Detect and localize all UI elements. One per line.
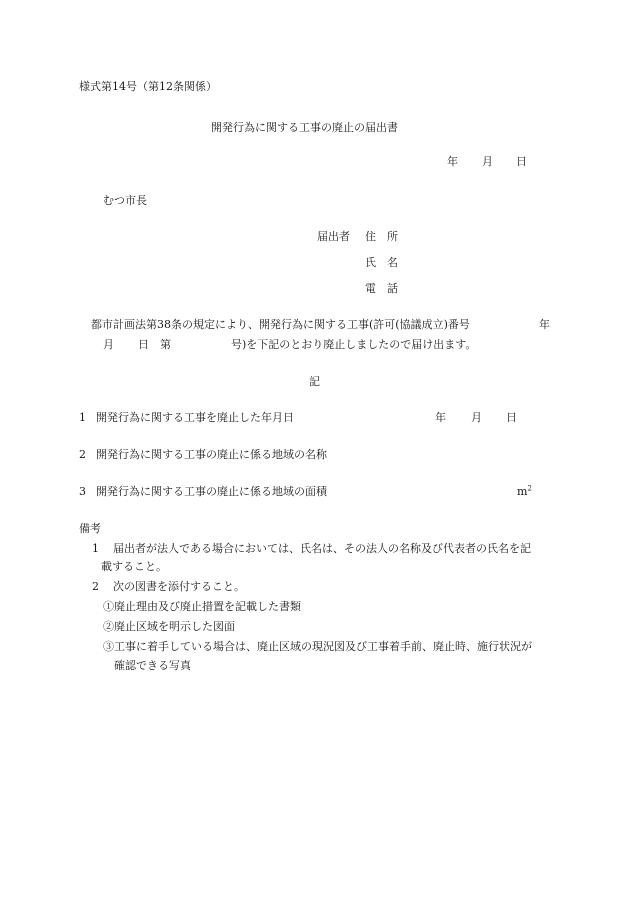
area-unit-label: $m^2$ [517, 484, 532, 498]
item-day-label: 日 [506, 411, 517, 424]
body-line2-rest: 号)を下記のとおり廃止しましたので届け出ます。 [231, 338, 477, 351]
item-number: 1 [79, 411, 86, 424]
item-text: 開発行為に関する工事を廃止した年月日 [96, 411, 294, 424]
addressee: むつ市長 [103, 194, 147, 207]
form-number: 様式第14号（第12条関係） [79, 80, 217, 93]
note-1-line1: 届出者が法人である場合においては、氏名は、その法人の名称及び代表者の氏名を記 [113, 542, 531, 555]
note-1-line2: 載すること。 [101, 560, 167, 573]
body-line2-day: 日 [138, 338, 149, 351]
date-month-label: 月 [482, 155, 493, 168]
note-1-number: 1 [92, 542, 99, 555]
item-month-label: 月 [471, 411, 482, 424]
form-title: 開発行為に関する工事の廃止の届出書 [211, 121, 398, 134]
body-line1-year: 年 [539, 318, 550, 331]
ki-heading: 記 [309, 375, 320, 388]
note-2-text: 次の図書を添付すること。 [113, 580, 245, 593]
item-number: 3 [79, 485, 86, 498]
attachment-3-line1: ③工事に着手している場合は、廃止区域の現況図及び工事着手前、廃止時、施行状況が [103, 640, 532, 653]
phone-label: 電 話 [365, 282, 398, 295]
item-text: 開発行為に関する工事の廃止に係る地域の名称 [96, 448, 327, 461]
date-day-label: 日 [516, 155, 527, 168]
date-year-label: 年 [447, 155, 458, 168]
name-label: 氏 名 [365, 256, 398, 269]
body-line2-month: 月 [103, 338, 114, 351]
notes-heading: 備考 [79, 522, 101, 535]
body-line2-dai: 第 [160, 338, 171, 351]
attachment-2: ②廃止区域を明示した図面 [103, 620, 235, 633]
notifier-label: 届出者 [317, 230, 350, 243]
body-line1-text: 都市計画法第38条の規定により、開発行為に関する工事(許可(協議成立)番号 [91, 318, 470, 331]
item-text: 開発行為に関する工事の廃止に係る地域の面積 [96, 485, 327, 498]
address-label: 住 所 [365, 230, 398, 243]
attachment-3-line2: 確認できる写真 [114, 659, 191, 672]
note-2-number: 2 [92, 580, 99, 593]
item-year-label: 年 [435, 411, 446, 424]
item-number: 2 [79, 448, 86, 461]
attachment-1: ①廃止理由及び廃止措置を記載した書類 [103, 600, 301, 613]
